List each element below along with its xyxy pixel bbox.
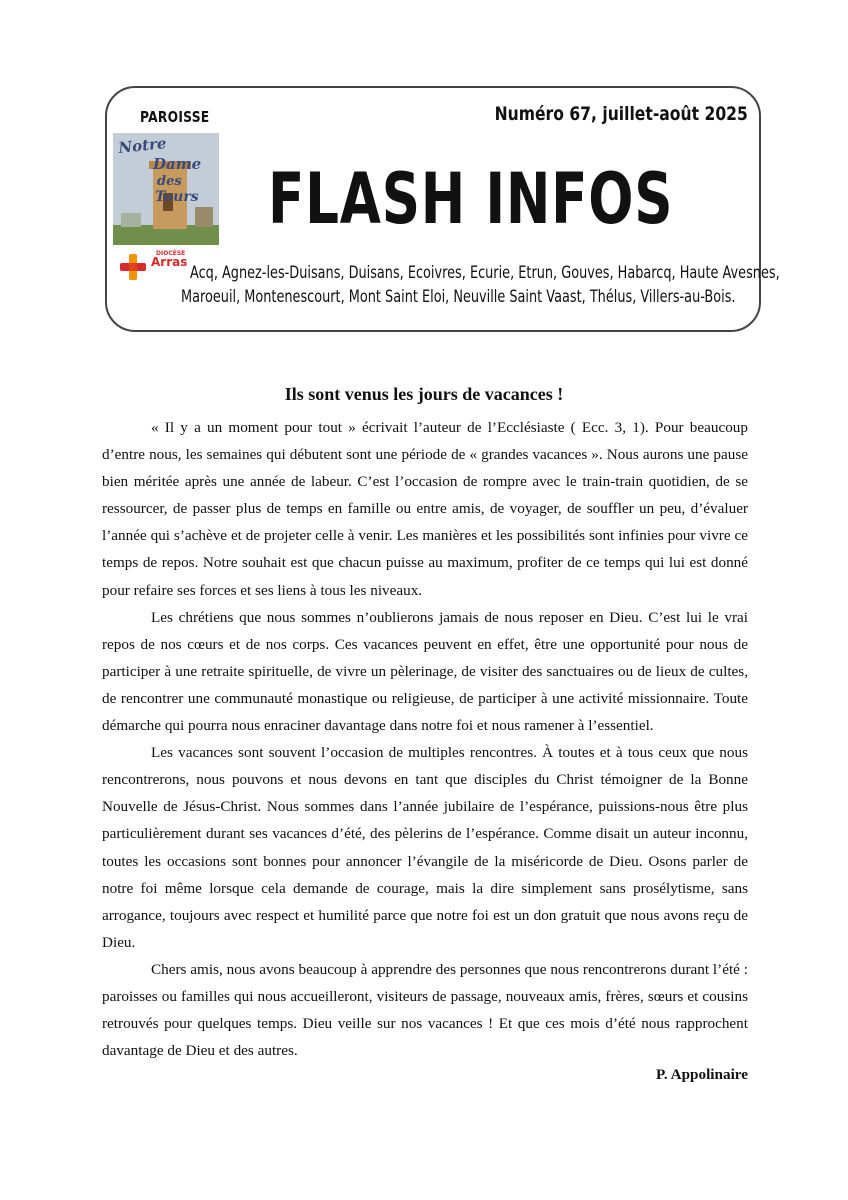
diocese-cross-icon [120,254,146,280]
paragraph-4: Chers amis, nous avons beaucoup à apprendre des personnes que nous rencontrerons durant l’été : paroisses ou familles qui nous accueilleront, visiteurs de passage, nouveaux amis, frères, sœurs et cousins retrouvés pour quelques temps. Dieu veille sur nos vacances ! Et que ces mois d’été nous rapprochent davantage de Dieu et des autres. [102,960,748,1060]
signature: P. Appolinaire [656,1066,748,1083]
villages-line-1: Acq, Agnez-les-Duisans, Duisans, Ecoivres, Ecurie, Etrun, Gouves, Habarcq, Haute Avesnes, [190,263,780,282]
paragraph-3: Les vacances sont souvent l’occasion de multiples rencontres. À toutes et à tous ceux que nous rencontrerons, nous pouvons et nous devons en tant que disciples du Christ témoigner de la Bonne Nouvelle de Jésus-Christ. Nous sommes dans l’année jubilaire de l’espérance, puissions-nous être plus particulièrement durant ses vacances d’été, des pèlerins de l’espérance. Comme disait un auteur inconnu, toutes les occasions sont bonnes pour annoncer l’évangile de la miséricorde de Dieu. Osons parler de notre foi même lorsque cela demande de courage, mais la dire simplement sans prosélytisme, sans arrogance, toujours avec respect et humilité parce que notre foi est un don gratuit que nous avons reçu de Dieu. [102,744,748,951]
issue-number: Numéro 67, juillet-août 2025 [494,103,748,125]
svg-text:Dame: Dame [153,155,202,173]
article-title: Ils sont venus les jours de vacances ! [284,384,564,404]
newsletter-title: FLASH INFOS [268,158,674,240]
svg-text:Notre: Notre [117,134,168,157]
article-body [102,414,748,1064]
diocese-small-label: DIOCÈSE [156,250,186,257]
parish-logo-image [113,133,219,245]
diocese-name: Arras [151,255,188,269]
paragraph-1: « Il y a un moment pour tout » écrivait l’auteur de l’Ecclésiaste ( Ecc. 3, 1). Pour beaucoup d’entre nous, les semaines qui débutent sont une période de « grandes vacances ». Nous aurons une pause bien méritée après une année de labeur. C’est l’occasion de rompre avec le train-train quotidien, de se ressourcer, de passer plus de temps en famille ou entre amis, de voyager, de souffler un peu, d’évaluer l’année qui s’achève et de projeter celle à venir. Les manières et les possibilités sont infinies pour vivre ce temps de repos. Notre souhait est que chacun puisse au maximum, profiter de ce temps qui lui est donné pour refaire ses forces et ses liens à tous les niveaux. [102,419,748,599]
svg-text:Tours: Tours [155,189,199,205]
diocese-logo [118,250,188,280]
paragraph-2: Les chrétiens que nous sommes n’oublierons jamais de nous reposer en Dieu. C’est lui le vrai repos de nos cœurs et de nos corps. Ces vacances peuvent en effet, être une opportunité pour nous de participer à une retraite spirituelle, de vivre un pèlerinage, de visiter des sanctuaires ou de lieux de cultes, de rencontrer une communauté monastique ou religieuse, de participer à une activité missionnaire. Toute démarche qui pourra nous enraciner davantage dans notre foi et nous ramener à l’essentiel. [102,608,748,735]
svg-text:des: des [157,174,182,189]
parish-label: PAROISSE [140,108,210,126]
villages-line-2: Maroeuil, Montenescourt, Mont Saint Eloi, Neuville Saint Vaast, Thélus, Villers-au-Bois. [181,287,736,306]
